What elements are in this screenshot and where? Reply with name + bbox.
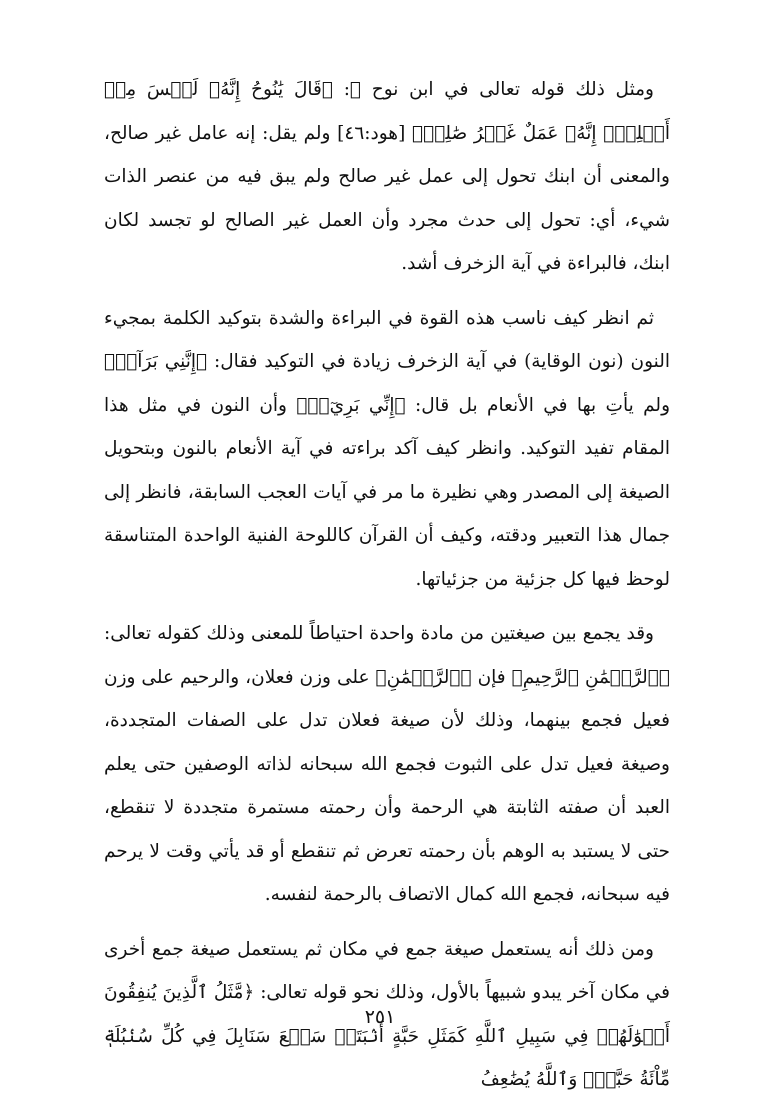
- body-text: [104, 68, 670, 1102]
- paragraph-3: وقد يجمع بين صيغتين من مادة واحدة احتياطاً للمعنى وذلك كقوله تعالى: ﴿ٱلرَّحۡمَٰنِ ٱلرَّحِيمِ﴾ فإن ﴿ٱلرَّحۡمَٰنِ﴾ على وزن فعلان، والرحيم على وزن فعيل فجمع بينهما، وذلك لأن صيغة فعلان تدل على الصفات المتجددة، وصيغة فعيل تدل على الثبوت فجمع الله سبحانه لذاته الوصفين حتى يعلم العبد أن صفته الثابتة هي الرحمة وأن رحمته مستمرة متجددة لا تنقطع، حتى لا يستبد به الوهم بأن رحمته تعرض ثم تنقطع أو قد يأتي وقت لا يرحم فيه سبحانه، فجمع الله كمال الاتصاف بالرحمة لنفسه.: [104, 623, 670, 905]
- paragraph-2: ثم انظر كيف ناسب هذه القوة في البراءة والشدة بتوكيد الكلمة بمجيء النون (نون الوقاية) في آية الزخرف زيادة في التوكيد فقال: ﴿إِنَّنِي بَرَآءٞ﴾ ولم يأتِ بها في الأنعام بل قال: ﴿إِنِّي بَرِيٓءٞ﴾ وأن النون في مثل هذا المقام تفيد التوكيد. وانظر كيف آكد براءته في آية الأنعام بالنون وبتحويل الصيغة إلى المصدر وهي نظيرة ما مر في آيات العجب السابقة، فانظر إلى جمال هذا التعبير ودقته، وكيف أن القرآن كاللوحة الفنية الواحدة المتناسقة لوحظ فيها كل جزئية من جزئياتها.: [104, 307, 671, 590]
- paragraph-1: ومثل ذلك قوله تعالى في ابن نوح ﷺ: ﴿قَالَ يَٰنُوحُ إِنَّهُۥ لَيۡسَ مِنۡ أَهۡلِكَۖ إِنَّهُۥ عَمَلٌ غَيۡرُ صَٰلِحٖ﴾ [هود:٤٦] ولم يقل: إنه عامل غير صالح، والمعنى أن ابنك تحول إلى عمل غير صالح ولم يبق فيه من عنصر الذات شيء، أي: تحول إلى حدث مجرد وأن العمل غير الصالح لو تجسد لكان ابنك، فالبراءة في آية الزخرف أشد.: [104, 79, 670, 274]
- page-number: ٢٥١: [364, 1006, 396, 1028]
- paragraph-4: ومن ذلك أنه يستعمل صيغة جمع في مكان ثم يستعمل صيغة جمع أخرى في مكان آخر يبدو شبيهاً بالأول، وذلك نحو قوله تعالى: ﴿مَّثَلُ ٱلَّذِينَ يُنفِقُونَ أَمۡوَٰلَهُمۡ فِي سَبِيلِ ٱللَّهِ كَمَثَلِ حَبَّةٍ أَنۢبَتَتۡ سَبۡعَ سَنَابِلَ فِي كُلِّ سُنۢبُلَةٖ مِّاْئَةُ حَبَّةٖۗ وَٱللَّهُ يُضَٰعِفُ: [104, 938, 670, 1090]
